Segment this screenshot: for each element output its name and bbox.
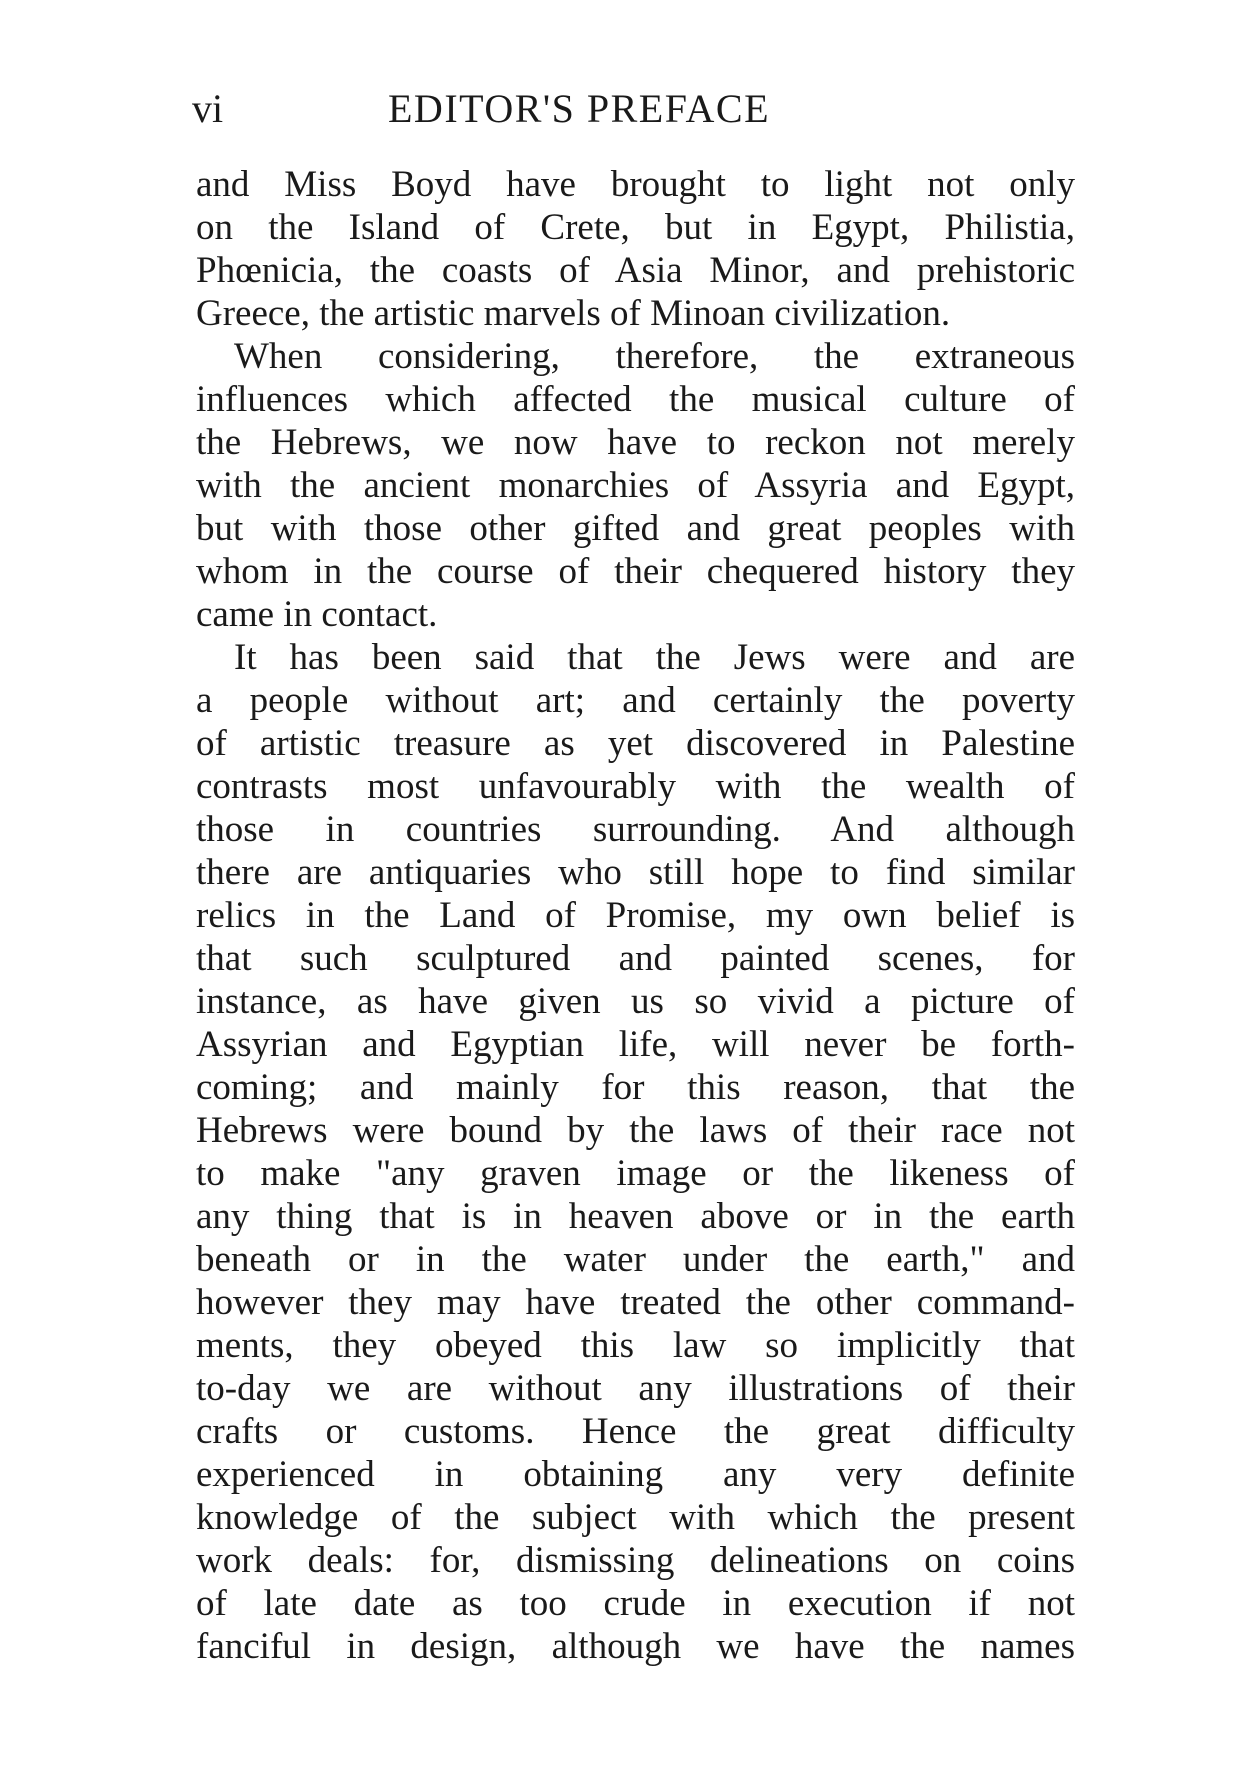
text-line: It has been said that the Jews were and are <box>234 637 1075 678</box>
text-line: Phœnicia, the coasts of Asia Minor, and prehistoric <box>196 250 1075 291</box>
text-line: to make "any graven image or the likeness of <box>196 1153 1075 1194</box>
text-line: came in contact. <box>196 594 438 635</box>
text-line: instance, as have given us so vivid a picture of <box>196 981 1075 1022</box>
text-line: work deals: for, dismissing delineations on coins <box>196 1540 1075 1581</box>
page-number: vi <box>192 86 224 131</box>
text-line: but with those other gifted and great peoples with <box>196 508 1075 549</box>
text-line: fanciful in design, although we have the names <box>196 1626 1075 1667</box>
text-line: beneath or in the water under the earth," and <box>196 1239 1075 1280</box>
text-line: however they may have treated the other command- <box>196 1282 1075 1323</box>
text-line: there are antiquaries who still hope to find similar <box>196 852 1075 893</box>
text-line: those in countries surrounding. And although <box>196 809 1075 850</box>
text-line: that such sculptured and painted scenes, for <box>196 938 1075 979</box>
text-line: ments, they obeyed this law so implicitly that <box>196 1325 1075 1366</box>
text-line: Assyrian and Egyptian life, will never be forth- <box>196 1024 1075 1065</box>
running-head <box>192 84 1072 134</box>
text-line: of late date as too crude in execution if not <box>196 1583 1075 1624</box>
text-line: relics in the Land of Promise, my own belief is <box>196 895 1075 936</box>
text-line: with the ancient monarchies of Assyria and Egypt, <box>196 465 1075 506</box>
text-line: contrasts most unfavourably with the wealth of <box>196 766 1075 807</box>
text-line: and Miss Boyd have brought to light not only <box>196 164 1075 205</box>
text-line: When considering, therefore, the extraneous <box>234 336 1075 377</box>
text-line: influences which affected the musical culture of <box>196 379 1075 420</box>
text-line: to-day we are without any illustrations of their <box>196 1368 1075 1409</box>
body-text <box>196 163 1075 1668</box>
text-line: the Hebrews, we now have to reckon not merely <box>196 422 1075 463</box>
text-line: any thing that is in heaven above or in the earth <box>196 1196 1075 1237</box>
text-line: coming; and mainly for this reason, that the <box>196 1067 1075 1108</box>
text-line: Hebrews were bound by the laws of their race not <box>196 1110 1075 1151</box>
text-line: whom in the course of their chequered history they <box>196 551 1075 592</box>
text-line: Greece, the artistic marvels of Minoan civilization. <box>196 293 951 334</box>
running-title: EDITOR'S PREFACE <box>388 86 771 131</box>
text-line: experienced in obtaining any very definite <box>196 1454 1075 1495</box>
text-line: crafts or customs. Hence the great difficulty <box>196 1411 1075 1452</box>
text-line: of artistic treasure as yet discovered in Palestine <box>196 723 1075 764</box>
text-line: on the Island of Crete, but in Egypt, Philistia, <box>196 207 1075 248</box>
text-line: a people without art; and certainly the poverty <box>196 680 1075 721</box>
text-line: knowledge of the subject with which the present <box>196 1497 1075 1538</box>
